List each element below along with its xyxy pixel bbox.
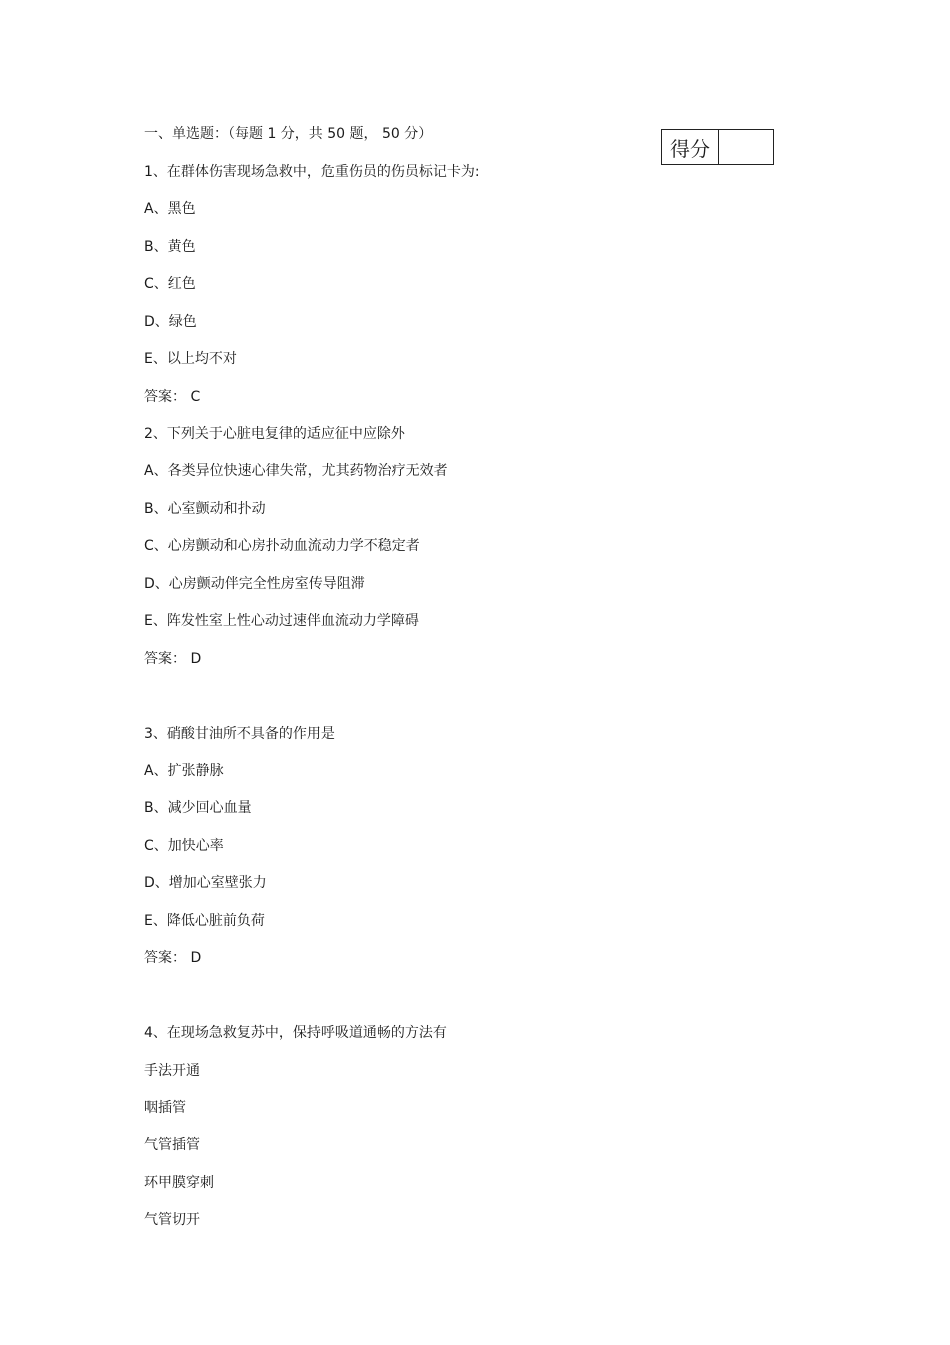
option: B、心室颤动和扑动 bbox=[144, 501, 266, 517]
option: B、减少回心血量 bbox=[144, 800, 252, 816]
option: A、扩张静脉 bbox=[144, 763, 224, 779]
score-box bbox=[661, 129, 774, 165]
option: 气管插管 bbox=[144, 1137, 200, 1153]
question-stem: 2、下列关于心脏电复律的适应征中应除外 bbox=[144, 426, 405, 442]
option: 咽插管 bbox=[144, 1100, 186, 1116]
option: C、心房颤动和心房扑动血流动力学不稳定者 bbox=[144, 538, 420, 554]
option: E、以上均不对 bbox=[144, 351, 237, 367]
option: 手法开通 bbox=[144, 1063, 200, 1079]
option: E、降低心脏前负荷 bbox=[144, 913, 265, 929]
option: A、各类异位快速心律失常，尤其药物治疗无效者 bbox=[144, 463, 448, 479]
question-stem: 1、在群体伤害现场急救中，危重伤员的伤员标记卡为: bbox=[144, 164, 480, 180]
option: D、增加心室壁张力 bbox=[144, 875, 267, 891]
answer: 答案： C bbox=[144, 389, 201, 405]
option: D、心房颤动伴完全性房室传导阻滞 bbox=[144, 576, 365, 592]
option: C、加快心率 bbox=[144, 838, 224, 854]
score-value-cell bbox=[719, 130, 773, 164]
option: 气管切开 bbox=[144, 1212, 200, 1228]
option: C、红色 bbox=[144, 276, 196, 292]
question-stem: 4、在现场急救复苏中，保持呼吸道通畅的方法有 bbox=[144, 1025, 447, 1041]
section-header: 一、单选题：（每题 1 分，共 50 题， 50 分） bbox=[144, 126, 433, 142]
option: 环甲膜穿刺 bbox=[144, 1175, 214, 1191]
answer: 答案： D bbox=[144, 950, 202, 966]
option: D、绿色 bbox=[144, 314, 197, 330]
answer: 答案： D bbox=[144, 651, 202, 667]
question-stem: 3、硝酸甘油所不具备的作用是 bbox=[144, 726, 335, 742]
option: B、黄色 bbox=[144, 239, 196, 255]
score-label: 得分 bbox=[662, 130, 719, 164]
option: E、阵发性室上性心动过速伴血流动力学障碍 bbox=[144, 613, 419, 629]
option: A、黑色 bbox=[144, 201, 196, 217]
